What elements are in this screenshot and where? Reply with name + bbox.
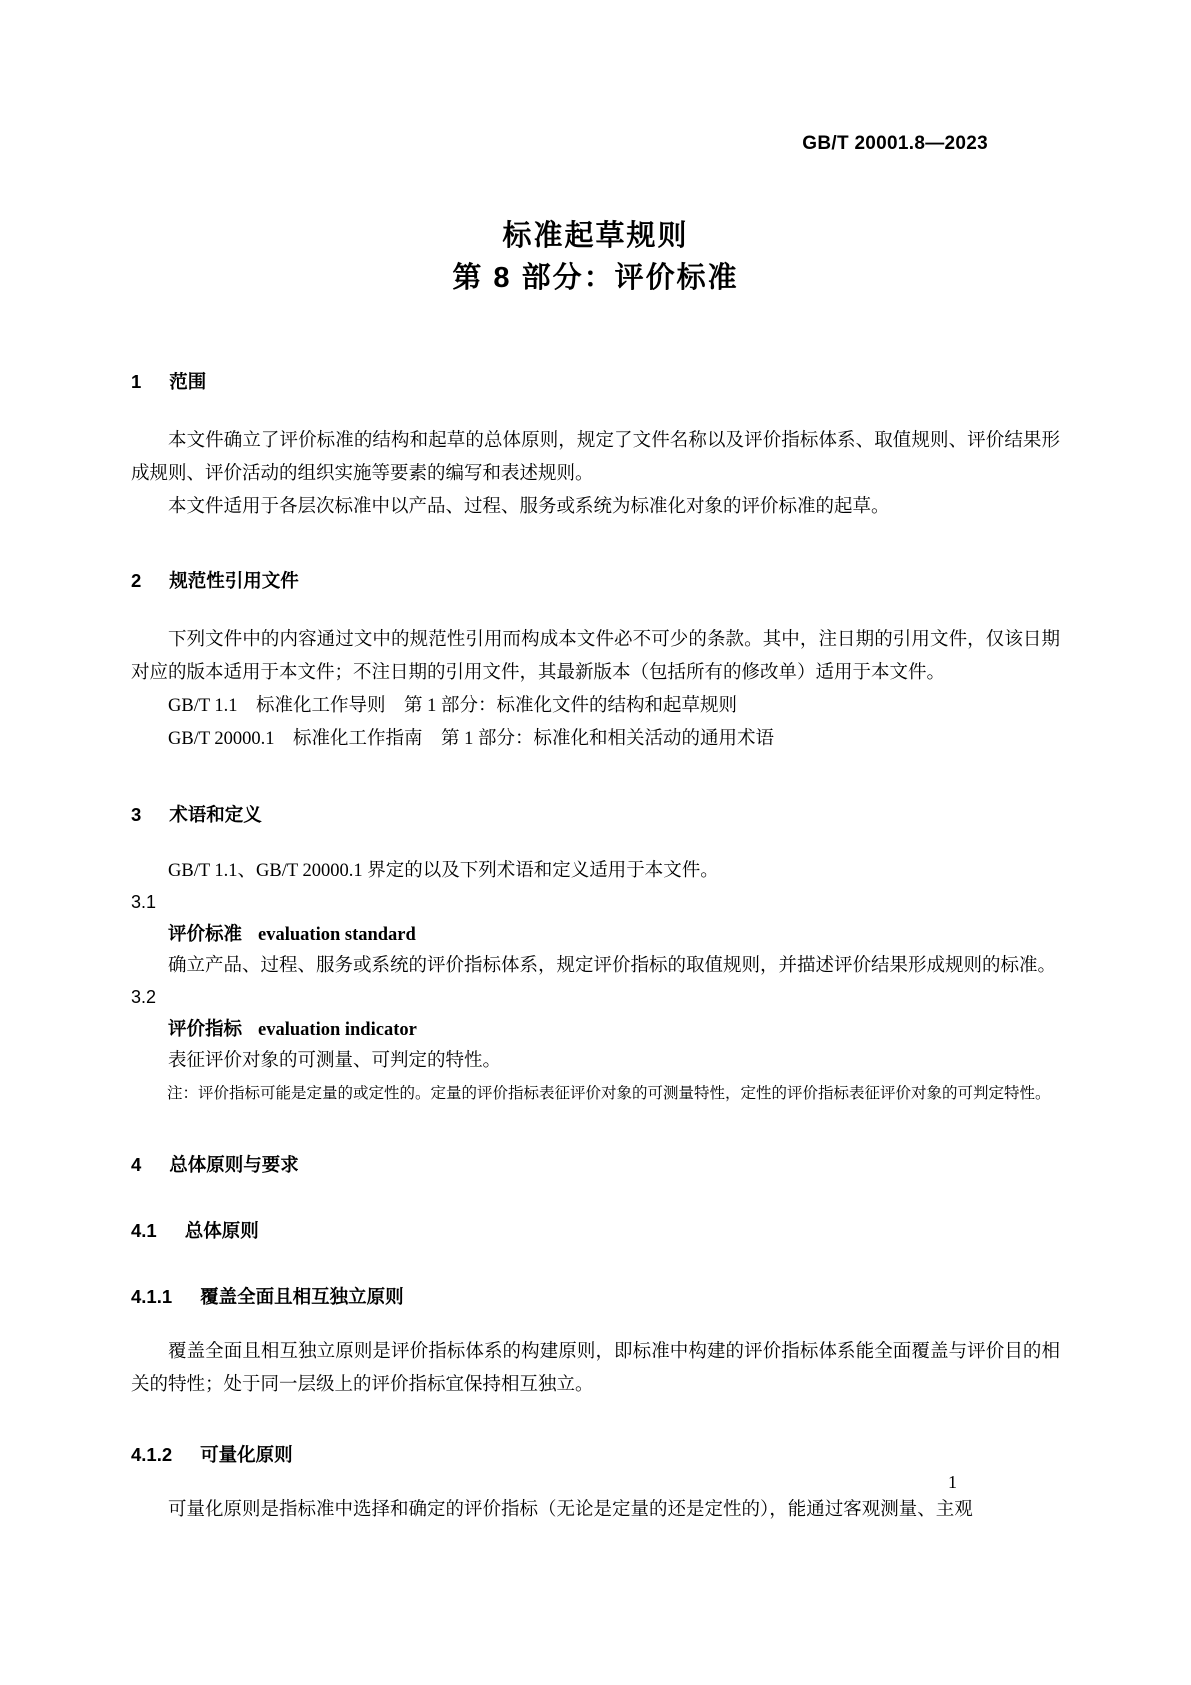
section-4-1-1-heading — [131, 1284, 1060, 1310]
section-4-1-number: 4.1 — [131, 1220, 157, 1241]
document-title — [131, 215, 1060, 299]
term-1-name — [131, 918, 1060, 951]
term-2-note — [167, 1079, 1060, 1108]
section-1-number: 1 — [131, 371, 142, 392]
section-4-1-heading — [131, 1218, 1060, 1244]
section-2-title: 规范性引用文件 — [169, 570, 299, 591]
term-2-name-zh: 评价指标 — [168, 1018, 243, 1039]
doc-number: GB/T 20001.8—2023 — [802, 133, 988, 154]
normative-reference-1: GB/T 1.1 标准化工作导则 第 1 部分：标准化文件的结构和起草规则 — [168, 696, 738, 716]
section-4-number: 4 — [131, 1154, 142, 1175]
section-4-1-2-number: 4.1.2 — [131, 1444, 173, 1465]
section-4-1-2-title: 可量化原则 — [200, 1444, 293, 1465]
section-2-paragraph-1: 下列文件中的内容通过文中的规范性引用而构成本文件必不可少的条款。其中，注日期的引用文件，仅该日期对应的版本适用于本文件；不注日期的引用文件，其最新版本（包括所有的修改单）适用于本文件。 — [131, 630, 1060, 683]
normative-reference-2: GB/T 20000.1 标准化工作指南 第 1 部分：标准化和相关活动的通用术语 — [168, 729, 775, 749]
section-4-title: 总体原则与要求 — [169, 1154, 299, 1175]
section-4-1-title: 总体原则 — [184, 1220, 259, 1241]
page-number: 1 — [948, 1472, 957, 1492]
section-1-paragraph-1: 本文件确立了评价标准的结构和起草的总体原则，规定了文件名称以及评价指标体系、取值规则、评价结果形成规则、评价活动的组织实施等要素的编写和表述规则。 — [131, 431, 1060, 484]
section-4-1-2-heading — [131, 1442, 1060, 1468]
section-3-intro: GB/T 1.1、GB/T 20000.1 界定的以及下列术语和定义适用于本文件。 — [168, 861, 719, 881]
section-3-title: 术语和定义 — [169, 804, 262, 825]
section-4-1-1-number: 4.1.1 — [131, 1286, 173, 1307]
term-1-name-en: evaluation standard — [258, 925, 416, 945]
section-4-1-1-paragraph: 覆盖全面且相互独立原则是评价指标体系的构建原则，即标准中构建的评价指标体系能全面覆盖与评价目的相关的特性；处于同一层级上的评价指标宜保持相互独立。 — [131, 1342, 1060, 1395]
note-text: 评价指标可能是定量的或定性的。定量的评价指标表征评价对象的可测量特性，定性的评价指标表征评价对象的可判定特性。 — [198, 1085, 1051, 1102]
term-1-name-zh: 评价标准 — [168, 923, 243, 944]
section-3-number: 3 — [131, 804, 142, 825]
section-1-title: 范围 — [169, 371, 207, 392]
title-line-2: 第 8 部分：评价标准 — [452, 262, 739, 294]
term-1-definition: 确立产品、过程、服务或系统的评价指标体系，规定评价指标的取值规则，并描述评价结果形成规则的标准。 — [168, 956, 1057, 976]
note-label: 注： — [167, 1085, 199, 1102]
section-1-heading — [131, 369, 1060, 395]
section-4-heading — [131, 1152, 1060, 1178]
section-2-heading — [131, 568, 1060, 594]
term-2-number: 3.2 — [131, 987, 157, 1007]
title-line-1: 标准起草规则 — [502, 220, 689, 252]
term-1-number: 3.1 — [131, 892, 157, 912]
section-3-heading — [131, 802, 1060, 828]
section-4-1-2-paragraph: 可量化原则是指标准中选择和确定的评价指标（无论是定量的还是定性的），能通过客观测量、主观 — [168, 1500, 973, 1520]
section-4-1-1-title: 覆盖全面且相互独立原则 — [200, 1286, 404, 1307]
section-1-paragraph-2: 本文件适用于各层次标准中以产品、过程、服务或系统为标准化对象的评价标准的起草。 — [168, 497, 890, 517]
term-2-name-en: evaluation indicator — [258, 1020, 417, 1040]
term-2-definition: 表征评价对象的可测量、可判定的特性。 — [168, 1051, 502, 1071]
section-2-number: 2 — [131, 570, 142, 591]
term-2-name — [131, 1013, 1060, 1046]
